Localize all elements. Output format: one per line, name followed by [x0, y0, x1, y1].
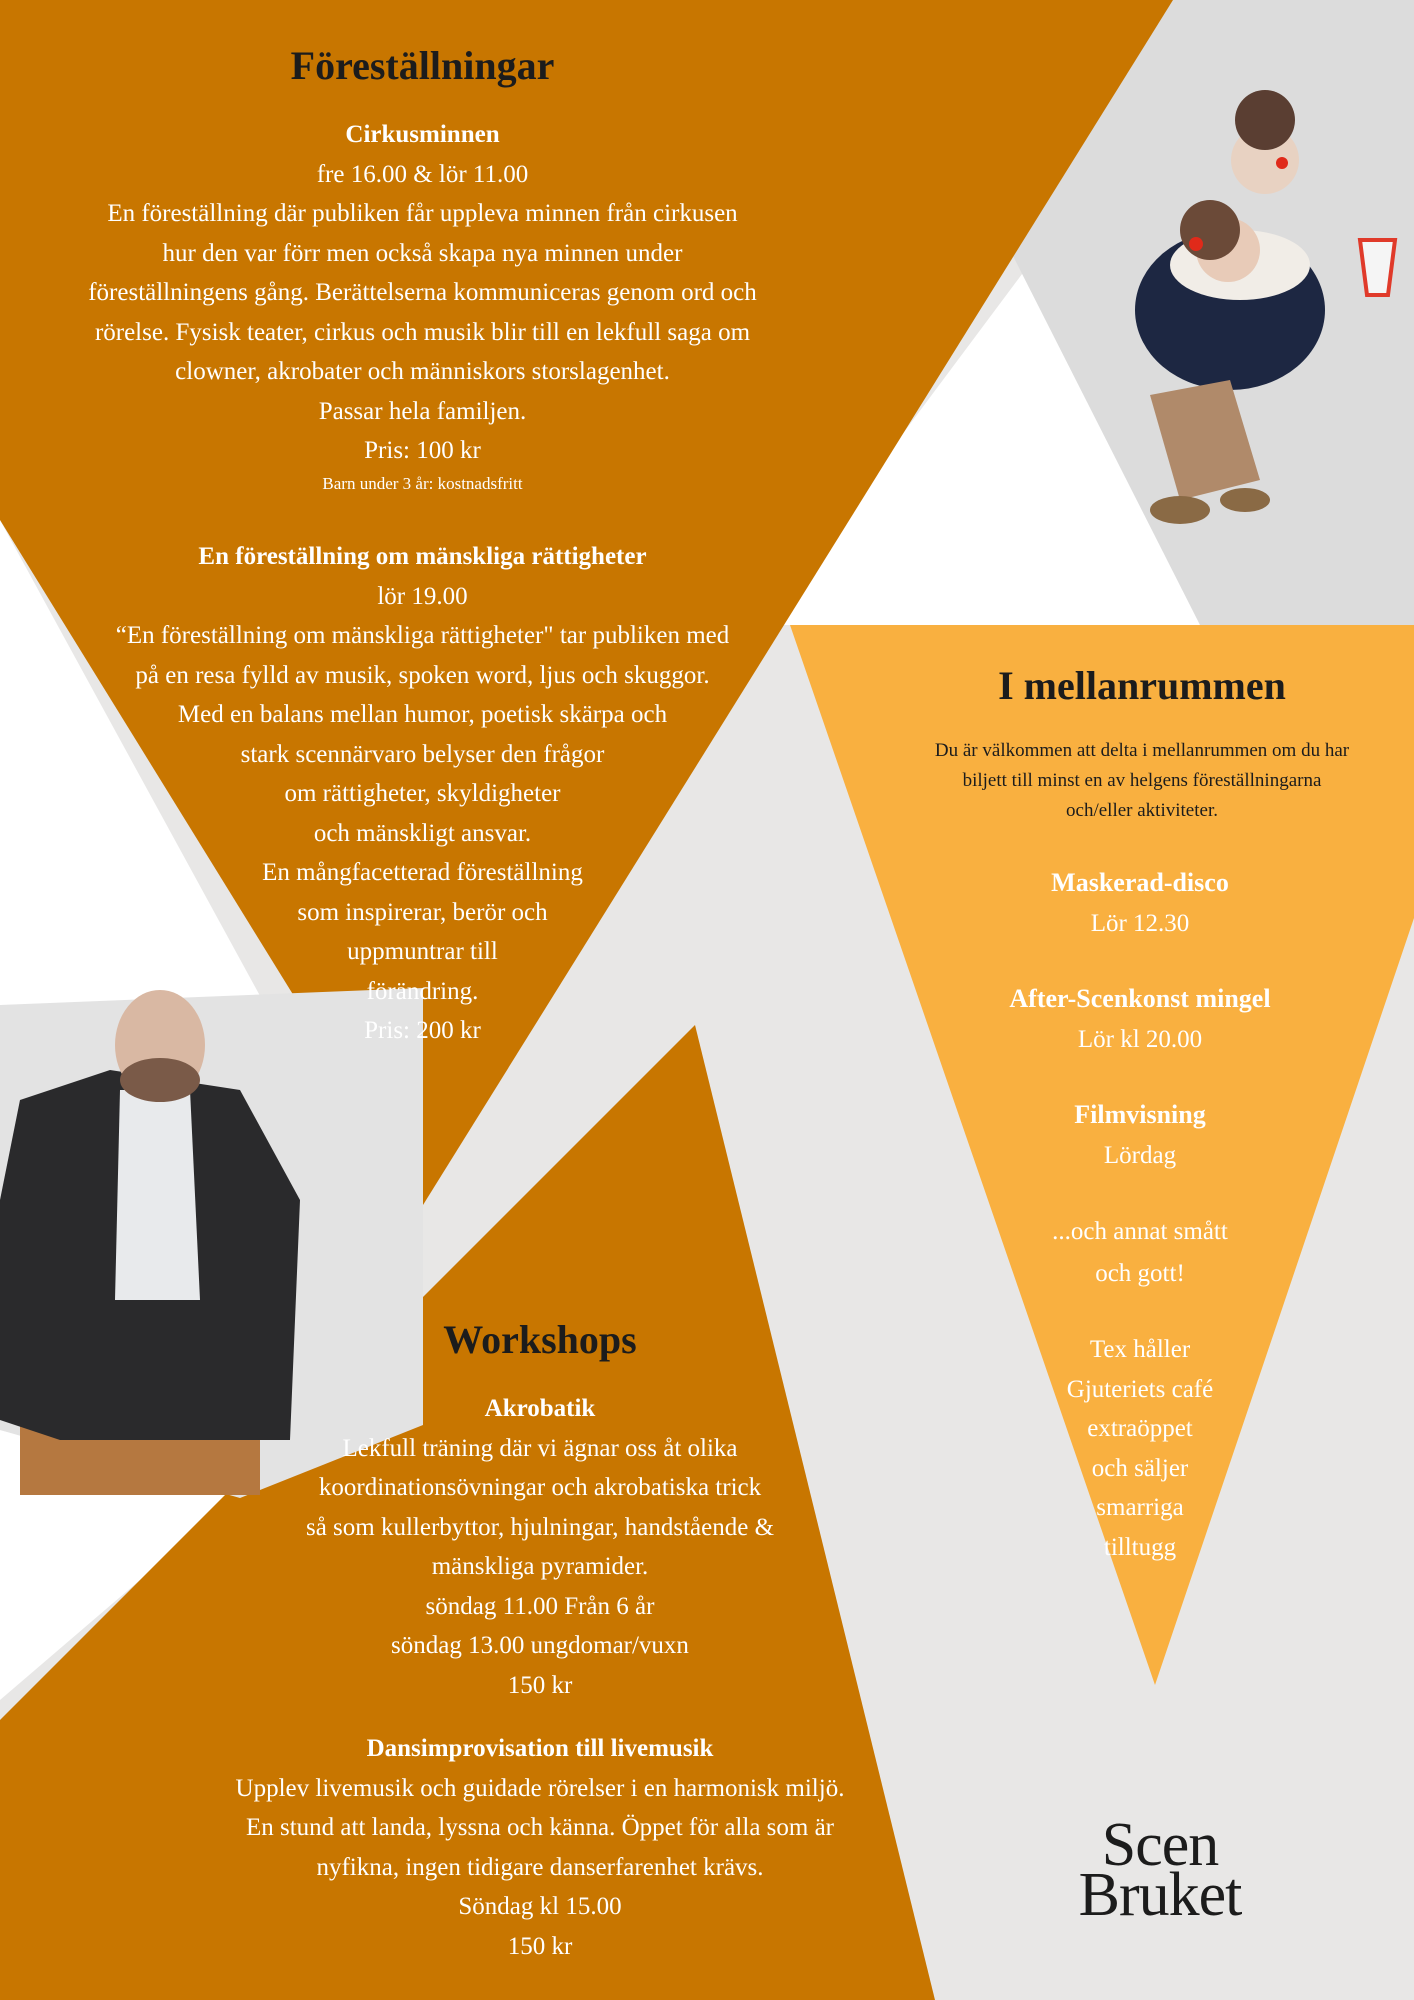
more-line: och gott!	[1095, 1260, 1185, 1287]
rattigheter-description-line: som inspirerar, berör och	[297, 898, 548, 926]
dans-title: Dansimprovisation till livemusik	[366, 1735, 714, 1762]
scenbruket-logo	[1050, 1811, 1270, 1929]
rattigheter-description-line: om rättigheter, skyldigheter	[284, 780, 561, 807]
rattigheter-description-line: “En föreställning om mänskliga rättigheter" tar publiken med	[115, 622, 730, 649]
akrobatik-description-line: så som kullerbyttor, hjulningar, handstående &	[305, 1513, 775, 1541]
mellanrummen-intro	[872, 736, 1412, 826]
akrobatik-time: söndag 13.00 ungdomar/vuxn	[391, 1632, 689, 1659]
event-item	[880, 1094, 1400, 1210]
akrobatik-price: 150 kr	[507, 1671, 573, 1699]
rattigheter-description-line: förändring.	[366, 977, 479, 1005]
akrobatik-title: Akrobatik	[484, 1395, 596, 1422]
rattigheter-time: lör 19.00	[377, 582, 468, 610]
cirkusminnen-description-line: clowner, akrobater och människors storslagenhet.	[175, 358, 670, 385]
event-title: Filmvisning	[1074, 1100, 1206, 1129]
mellanrummen-intro-line: och/eller aktiviteter.	[1066, 800, 1218, 821]
event-item	[880, 862, 1400, 978]
akrobatik-section	[140, 1389, 940, 1705]
akrobatik-description-line: mänskliga pyramider.	[431, 1553, 649, 1580]
dans-time: Söndag kl 15.00	[458, 1893, 622, 1920]
cafe-line: Tex håller	[1089, 1336, 1191, 1363]
cirkusminnen-description-line: En föreställning där publiken får uppleva minnen från cirkusen	[107, 200, 738, 227]
cirkusminnen-time: fre 16.00 & lör 11.00	[316, 160, 529, 188]
rattigheter-description-line: En mångfacetterad föreställning	[262, 859, 583, 886]
event-item	[880, 978, 1400, 1094]
cafe-line: extraöppet	[1087, 1415, 1193, 1442]
dans-description-line: En stund att landa, lyssna och känna. Öppet för alla som är	[245, 1814, 835, 1841]
akrobatik-description-line: Lekfull träning där vi ägnar oss åt olika	[342, 1434, 738, 1462]
workshops-heading: Workshops	[443, 1317, 637, 1362]
dans-price: 150 kr	[507, 1932, 573, 1960]
cirkusminnen-note: Barn under 3 år: kostnadsfritt	[322, 473, 523, 493]
cirkusminnen-description-line: hur den var förr men också skapa nya minnen under	[162, 239, 683, 267]
logo-line: Scen	[1101, 1811, 1219, 1879]
rattigheter-description-line: Med en balans mellan humor, poetisk skärpa och	[177, 701, 668, 728]
dans-description-line: nyfikna, ingen tidigare danserfarenhet krävs.	[316, 1853, 764, 1881]
forestallningar-heading: Föreställningar	[290, 43, 555, 88]
cirkusminnen-description-line: föreställningens gång. Berättelserna kommuniceras genom ord och	[88, 279, 757, 306]
cirkusminnen-section	[0, 115, 845, 497]
logo-line: Bruket	[1078, 1861, 1242, 1929]
more-line: ...och annat smått	[1052, 1218, 1228, 1245]
event-time: Lör kl 20.00	[1077, 1026, 1203, 1053]
cirkusminnen-price: Pris: 100 kr	[364, 437, 481, 464]
event-title: After-Scenkonst mingel	[1009, 984, 1271, 1013]
cafe-line: och säljer	[1091, 1454, 1189, 1482]
akrobatik-description-line: koordinationsövningar och akrobatiska trick	[318, 1474, 762, 1501]
mellanrummen-cafe	[880, 1330, 1400, 1567]
rattigheter-description-line: uppmuntrar till	[347, 938, 498, 965]
rattigheter-description-line: stark scennärvaro belyser den frågor	[240, 740, 605, 768]
rattigheter-description-line: på en resa fylld av musik, spoken word, ljus och skuggor.	[135, 661, 710, 689]
cirkusminnen-audience: Passar hela familjen.	[318, 397, 527, 425]
cafe-line: Gjuteriets café	[1066, 1375, 1214, 1403]
rattigheter-description-line: och mänskligt ansvar.	[313, 819, 532, 847]
cirkusminnen-title: Cirkusminnen	[345, 121, 500, 148]
dans-section	[110, 1729, 970, 1966]
dans-description-line: Upplev livemusik och guidade rörelser i en harmonisk miljö.	[235, 1774, 845, 1802]
mellanrummen-more	[880, 1211, 1400, 1295]
cafe-line: tilltugg	[1103, 1533, 1177, 1561]
akrobatik-time: söndag 11.00 Från 6 år	[425, 1592, 655, 1620]
event-time: Lördag	[1103, 1142, 1177, 1169]
mellanrummen-intro-line: biljett till minst en av helgens föreställningarna	[962, 770, 1322, 791]
mellanrummen-events	[880, 862, 1400, 1210]
rattigheter-section	[0, 537, 845, 1051]
mellanrummen-intro-line: Du är välkommen att delta i mellanrummen om du har	[934, 740, 1350, 761]
cafe-line: smarriga	[1096, 1494, 1184, 1521]
event-title: Maskerad-disco	[1051, 868, 1229, 897]
event-time: Lör 12.30	[1090, 910, 1190, 937]
cirkusminnen-description-line: rörelse. Fysisk teater, cirkus och musik blir till en lekfull saga om	[94, 318, 751, 346]
rattigheter-title: En föreställning om mänskliga rättigheter	[198, 543, 647, 570]
rattigheter-price: Pris: 200 kr	[364, 1017, 481, 1044]
mellanrummen-heading: I mellanrummen	[998, 663, 1286, 708]
